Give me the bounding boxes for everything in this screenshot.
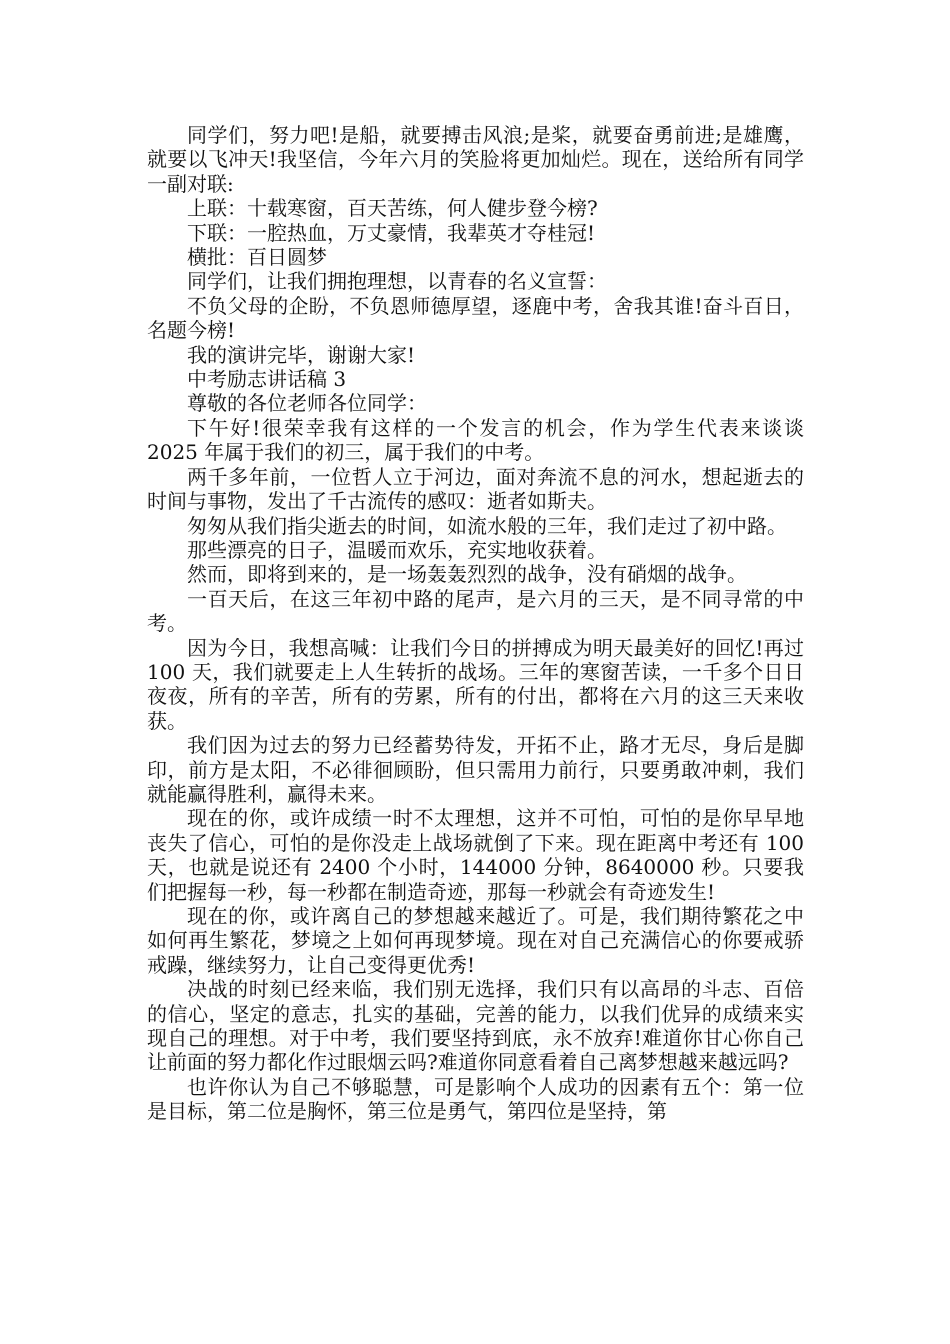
salutation: 尊敬的各位老师各位同学： (187, 391, 427, 416)
paragraph: 我们因为过去的努力已经蓄势待发，开拓不止，路才无尽，身后是脚印，前方是太阳，不必徘徊顾盼，但只需用力前行，只要勇敢冲刺，我们就能赢得胜利，赢得未来。 (147, 733, 804, 806)
paragraph: 我的演讲完毕，谢谢大家! (187, 342, 416, 367)
paragraph: 现在的你，或许离自己的梦想越来越近了。可是，我们期待繁花之中如何再生繁花，梦境之上如何再现梦境。现在对自己充满信心的你要戒骄戒躁，继续努力，让自己变得更优秀! (147, 904, 804, 977)
paragraph: 一百天后，在这三年初中路的尾声，是六月的三天，是不同寻常的中考。 (147, 586, 804, 636)
couplet-lower: 下联：一腔热血，万丈豪情，我辈英才夺桂冠! (187, 220, 596, 245)
paragraph: 同学们，努力吧!是船，就要搏击风浪;是桨，就要奋勇前进;是雄鹰，就要以飞冲天!我坚信，今年六月的笑脸将更加灿烂。现在，送给所有同学一副对联: (147, 123, 804, 196)
paragraph: 然而，即将到来的，是一场轰轰烈烈的战争，没有硝烟的战争。 (187, 562, 747, 587)
paragraph: 因为今日，我想高喊：让我们今日的拼搏成为明天最美好的回忆!再过 100 天，我们就要走上人生转折的战场。三年的寒窗苦读，一千多个日日夜夜，所有的辛苦，所有的劳累，所有的付出，都将在六月的这三天来收获。 (147, 635, 804, 733)
paragraph: 也许你认为自己不够聪慧，可是影响个人成功的因素有五个：第一位是目标，第二位是胸怀，第三位是勇气，第四位是坚持，第 (147, 1074, 804, 1124)
paragraph: 匆匆从我们指尖逝去的时间，如流水般的三年，我们走过了初中路。 (187, 513, 787, 538)
paragraph: 同学们，让我们拥抱理想，以青春的名义宣誓： (187, 269, 607, 294)
paragraph: 下午好!很荣幸我有这样的一个发言的机会，作为学生代表来谈谈 2025 年属于我们的初三，属于我们的中考。 (147, 415, 804, 465)
paragraph: 决战的时刻已经来临，我们别无选择，我们只有以高昂的斗志、百倍的信心，坚定的意志，扎实的基础，完善的能力，以我们优异的成绩来实现自己的理想。对于中考，我们要坚持到底，永不放弃!难道你甘心你自己让前面的努力都化作过眼烟云吗?难道你同意看着自己离梦想越来越远吗? (147, 977, 804, 1075)
document-body (147, 123, 804, 1124)
paragraph: 两千多年前，一位哲人立于河边，面对奔流不息的河水，想起逝去的时间与事物，发出了千古流传的感叹：逝者如斯夫。 (147, 464, 804, 514)
paragraph: 那些漂亮的日子，温暖而欢乐，充实地收获着。 (187, 537, 607, 562)
couplet-horizontal: 横批：百日圆梦 (187, 245, 327, 270)
paragraph: 现在的你，或许成绩一时不太理想，这并不可怕，可怕的是你早早地丧失了信心，可怕的是你没走上战场就倒了下来。现在距离中考还有 100 天，也就是说还有 2400 个小时，144000 分钟，8640000 秒。只要我们把握每一秒，每一秒都在制造奇迹，那每一秒就会有奇迹发生! (147, 806, 804, 904)
paragraph: 不负父母的企盼，不负恩师德厚望，逐鹿中考，舍我其谁!奋斗百日，名题今榜! (147, 293, 804, 343)
section-heading: 中考励志讲话稿 3 (187, 367, 347, 392)
couplet-upper: 上联：十载寒窗，百天苦练，何人健步登今榜? (187, 196, 598, 221)
